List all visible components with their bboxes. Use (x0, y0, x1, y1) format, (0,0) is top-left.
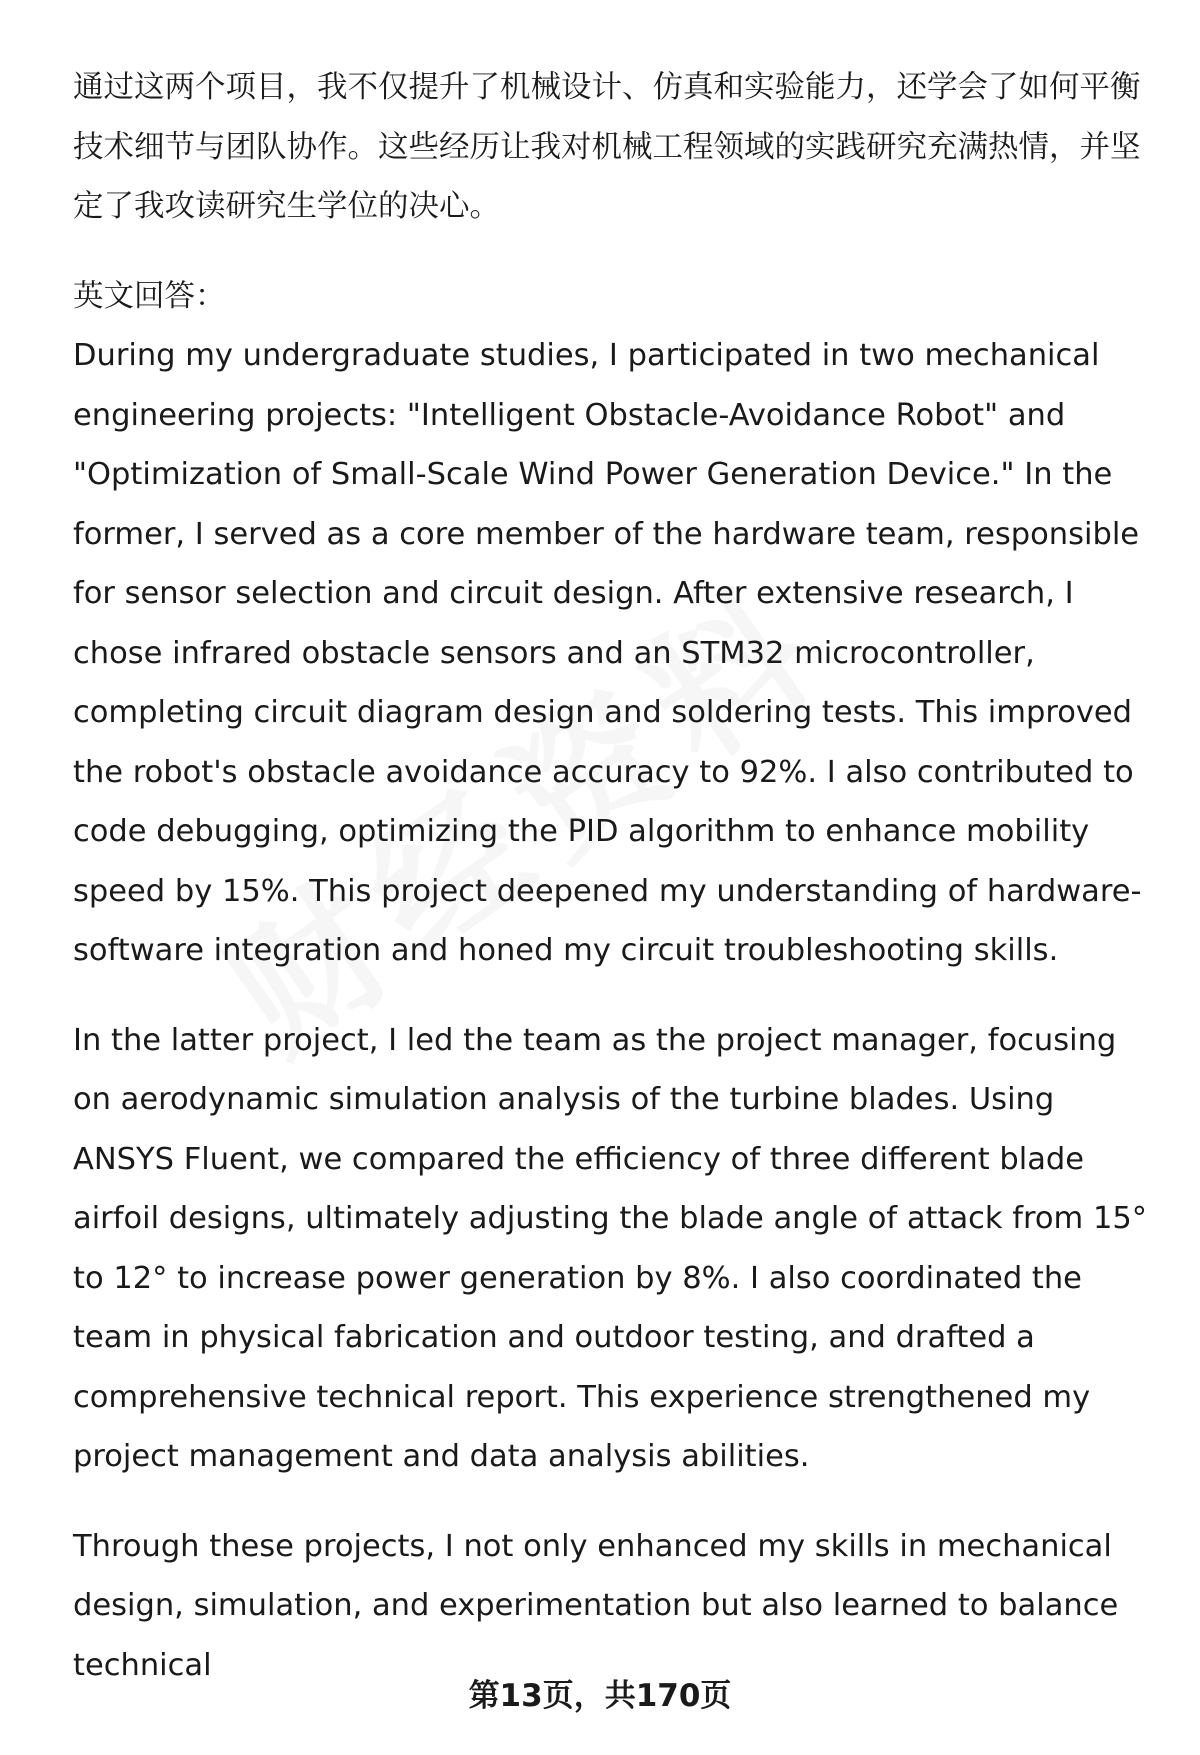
page-content (73, 58, 1153, 1695)
english-paragraph-3: Through these projects, I not only enhanced my skills in mechanical design, simulation, and experimentation but also learned to balance technical (73, 1528, 1119, 1683)
page-number-footer: 第13页，共170页 (468, 1678, 732, 1714)
english-answer-label: 英文回答： (73, 278, 226, 314)
chinese-closing-paragraph: 通过这两个项目，我不仅提升了机械设计、仿真和实验能力，还学会了如何平衡技术细节与团队协作。这些经历让我对机械工程领域的实践研究充满热情，并坚定了我攻读研究生学位的决心。 (73, 70, 1141, 224)
english-paragraph-2: In the latter project, I led the team as the project manager, focusing on aerodynamic simulation analysis of the turbine blades. Using ANSYS Fluent, we compared the efficiency of three different blade airfoil designs, ultimately adjusting the blade angle of attack from 15° to 12° to increase power generation by 8%. I also coordinated the team in physical fabrication and outdoor testing, and drafted a comprehensive technical report. This experience strengthened my project management and data analysis abilities. (73, 1022, 1148, 1474)
english-paragraph-1: During my undergraduate studies, I participated in two mechanical engineering projects: "Intelligent Obstacle-Avoidance Robot" and "Optimization of Small-Scale Wind Power Generation Device." In the former, I served as a core member of the hardware team, responsible for sensor selection and circuit design. After extensive research, I chose infrared obstacle sensors and an STM32 microcontroller, completing circuit diagram design and soldering tests. This improved the robot's obstacle avoidance accuracy to 92%. I also contributed to code debugging, optimizing the PID algorithm to enhance mobility speed by 15%. This project deepened my understanding of hardware-software integration and honed my circuit troubleshooting skills. (73, 338, 1142, 968)
